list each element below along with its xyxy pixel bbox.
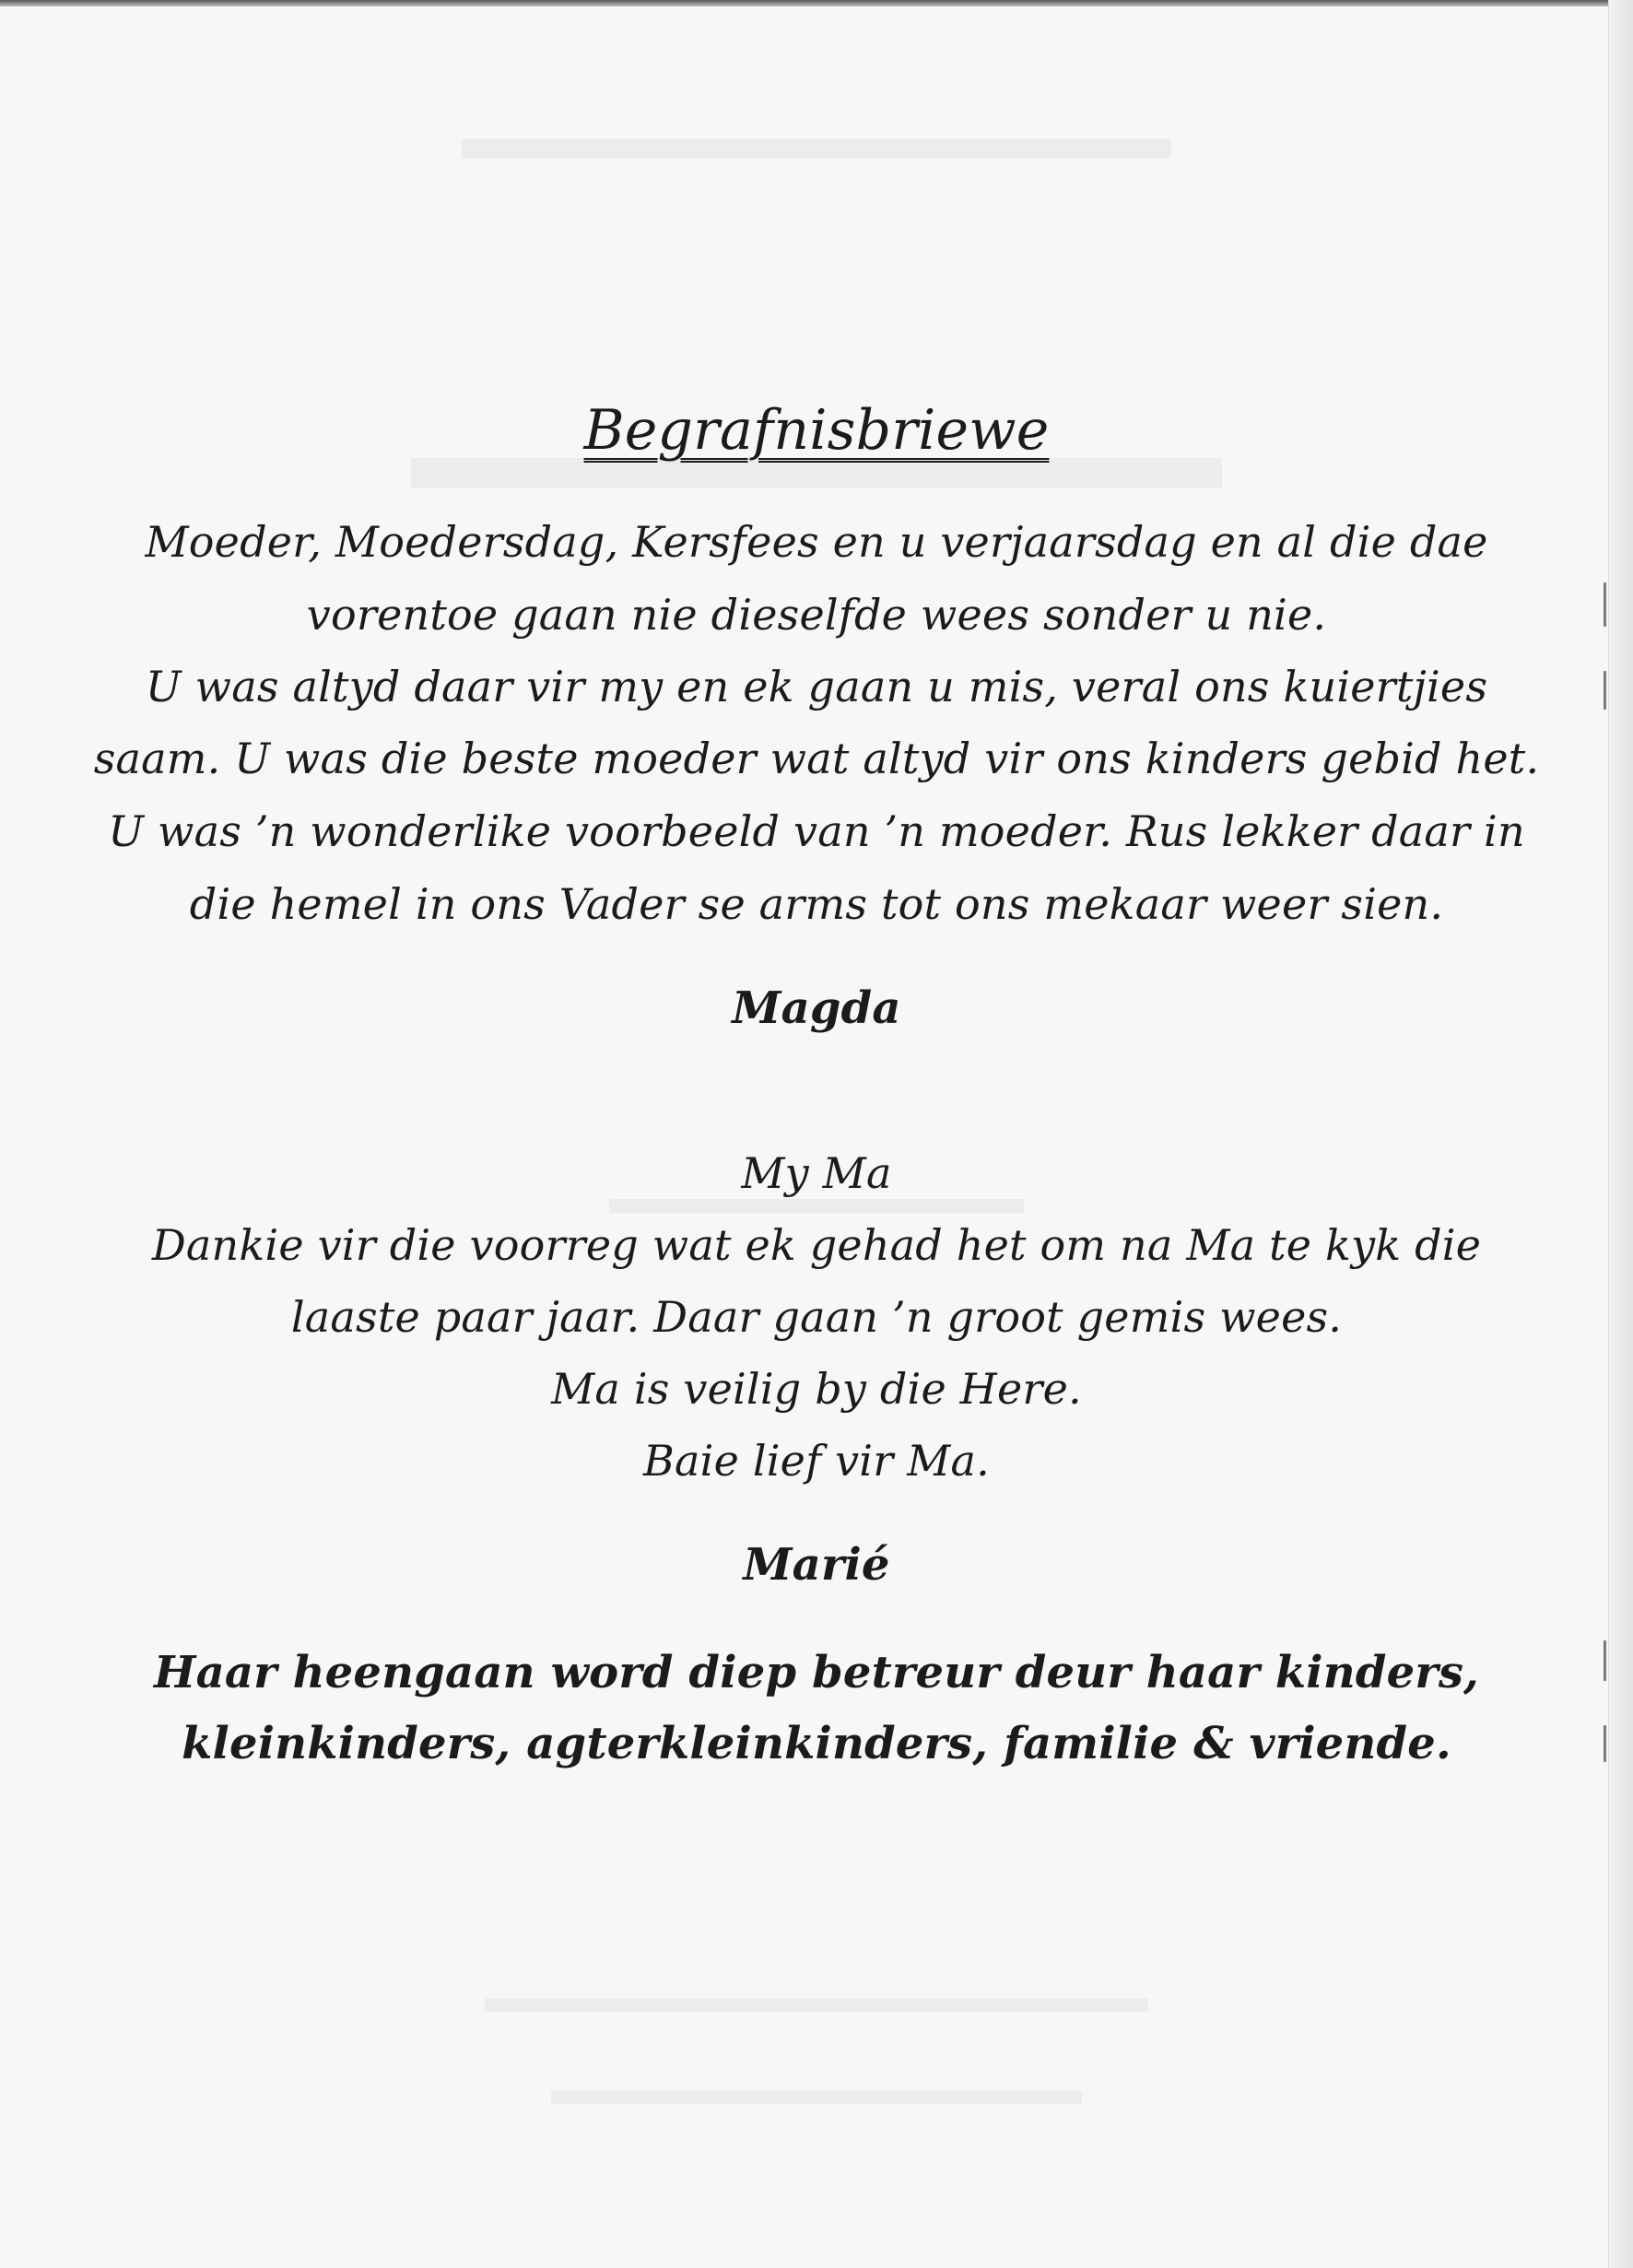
letter1-line: U was altyd daar vir my en ek gaan u mis, veral ons kuiertjies [145, 662, 1488, 711]
letter1-line: saam. U was die beste moeder wat altyd vir ons kinders gebid het. [93, 734, 1540, 783]
letter1-line: Moeder, Moedersdag, Kersfees en u verjaarsdag en al die dae [145, 517, 1488, 567]
letter2-line: Ma is veilig by die Here. [551, 1364, 1082, 1414]
letter1-line: U was ’n wonderlike voorbeeld van ’n moeder. Rus lekker daar in [108, 806, 1525, 856]
letter2-line: Baie lief vir Ma. [643, 1436, 990, 1486]
closing-line: kleinkinders, agterkleinkinders, familie & vriende. [182, 1718, 1451, 1769]
letter1-line: vorentoe gaan nie dieselfde wees sonder u nie. [306, 590, 1327, 640]
letter1-line: die hemel in ons Vader se arms tot ons mekaar weer sien. [189, 879, 1444, 929]
letter2-line: laaste paar jaar. Daar gaan ’n groot gemis wees. [290, 1292, 1343, 1342]
letter2-line: Dankie vir die voorreg wat ek gehad het om na Ma te kyk die [151, 1220, 1482, 1270]
page-heading: Begrafnisbriewe [583, 398, 1050, 463]
letter2-signature: Marié [743, 1539, 890, 1591]
letter2-line: My Ma [741, 1148, 892, 1198]
letter1-signature: Magda [732, 982, 901, 1034]
closing-line: Haar heengaan word diep betreur deur haar kinders, [154, 1647, 1479, 1698]
